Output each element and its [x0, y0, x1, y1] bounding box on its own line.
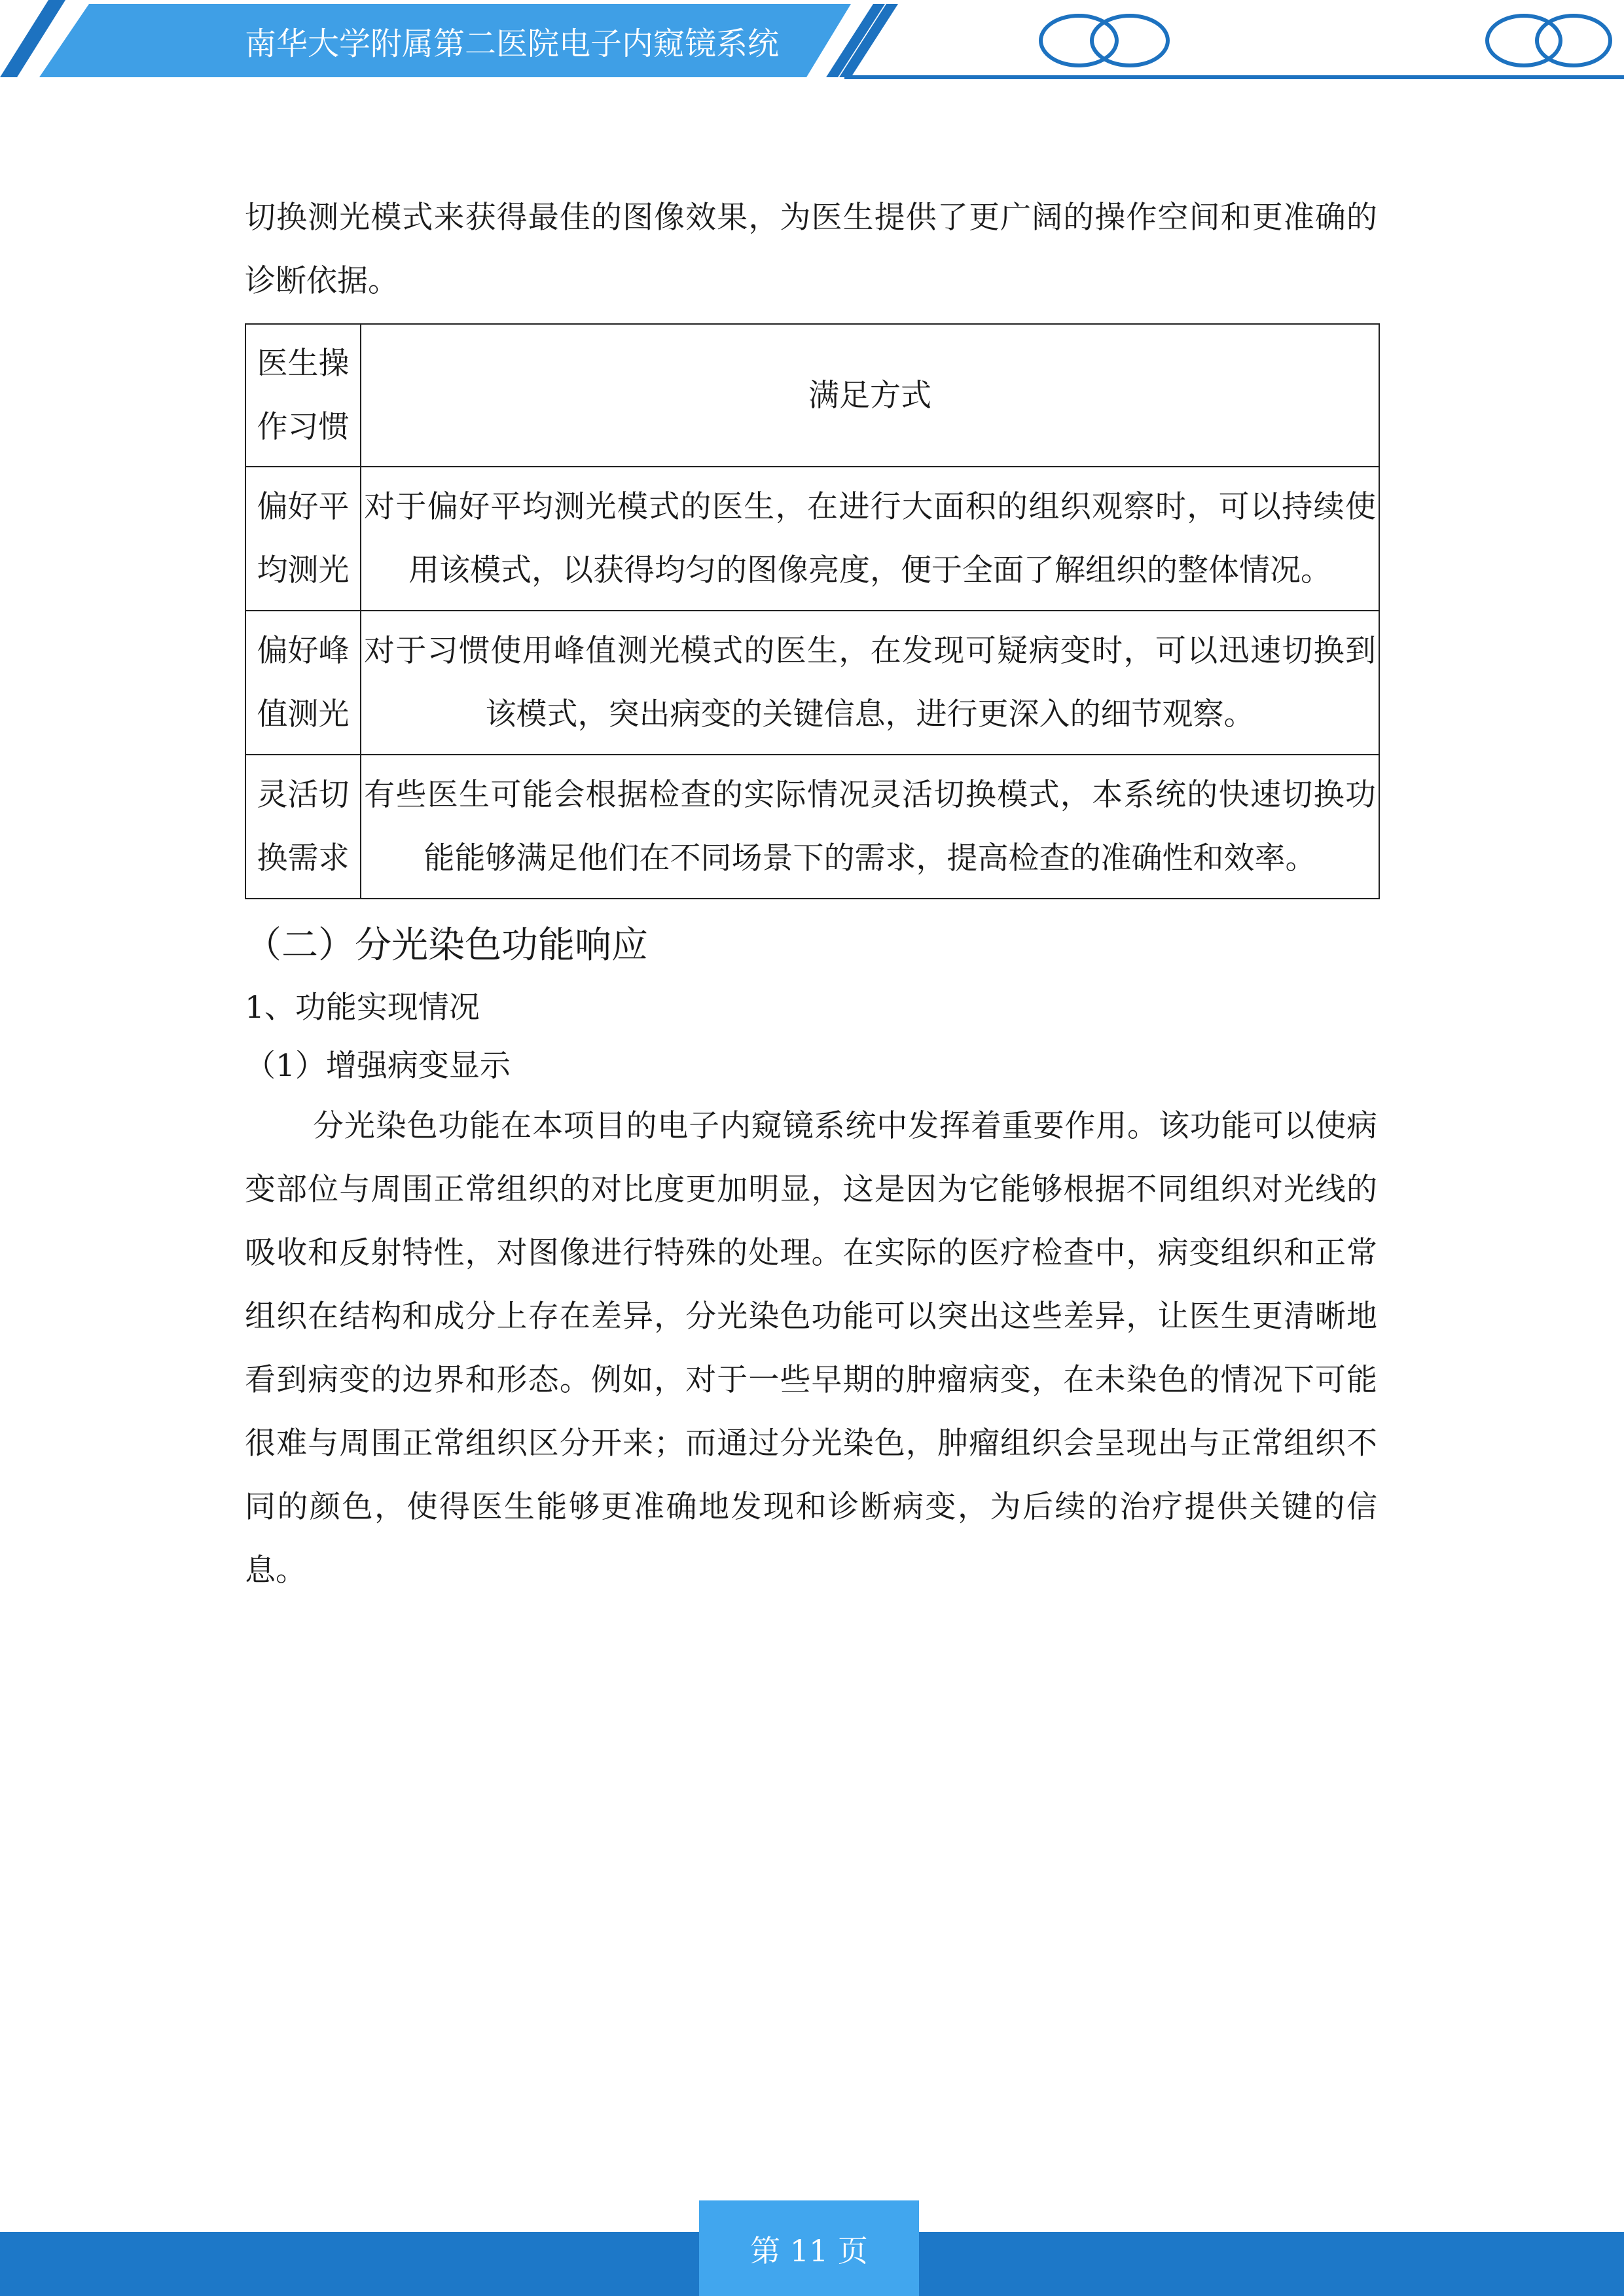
table-cell-habit: 偏好平均测光 [245, 467, 361, 611]
table-cell-habit: 灵活切换需求 [245, 755, 361, 899]
table-header-method: 满足方式 [361, 324, 1379, 467]
header-title: 南华大学附属第二医院电子内窥镜系统 [245, 26, 780, 62]
table-cell-method: 对于偏好平均测光模式的医生，在进行大面积的组织观察时，可以持续使用该模式，以获得均匀的图像亮度，便于全面了解组织的整体情况。 [361, 467, 1379, 611]
table-cell-method: 对于习惯使用峰值测光模式的医生，在发现可疑病变时，可以迅速切换到该模式，突出病变的关键信息，进行更深入的细节观察。 [361, 611, 1379, 755]
subsection-heading: 1、功能实现情况 [245, 990, 480, 1026]
rings-logo-icon [1487, 16, 1610, 65]
table-row [245, 467, 1379, 611]
habit-table [245, 323, 1380, 899]
page-header-decoration [0, 0, 1624, 85]
table-row [245, 755, 1379, 899]
section-heading: （二）分光染色功能响应 [245, 924, 648, 967]
table-header-habit: 医生操作习惯 [245, 324, 361, 467]
intro-paragraph: 切换测光模式来获得最佳的图像效果，为医生提供了更广阔的操作空间和更准确的诊断依据。 [245, 200, 1377, 299]
table-row [245, 611, 1379, 755]
body-paragraph: 分光染色功能在本项目的电子内窥镜系统中发挥着重要作用。该功能可以使病变部位与周围正常组织的对比度更加明显，这是因为它能够根据不同组织对光线的吸收和反射特性，对图像进行特殊的处理。在实际的医疗检查中，病变组织和正常组织在结构和成分上存在差异，分光染色功能可以突出这些差异，让医生更清晰地看到病变的边界和形态。例如，对于一些早期的肿瘤病变，在未染色的情况下可能很难与周围正常组织区分开来；而通过分光染色，肿瘤组织会呈现出与正常组织不同的颜色，使得医生能够更准确地发现和诊断病变，为后续的治疗提供关键的信息。 [245, 1108, 1377, 1588]
page-number: 第 11 页 [750, 2233, 868, 2269]
table-header-row [245, 324, 1379, 467]
table-cell-habit: 偏好峰值测光 [245, 611, 361, 755]
rings-logo-icon [1041, 16, 1168, 65]
subsubsection-heading: （1）增强病变显示 [245, 1048, 511, 1084]
table-cell-method: 有些医生可能会根据检查的实际情况灵活切换模式，本系统的快速切换功能能够满足他们在不同场景下的需求，提高检查的准确性和效率。 [361, 755, 1379, 899]
